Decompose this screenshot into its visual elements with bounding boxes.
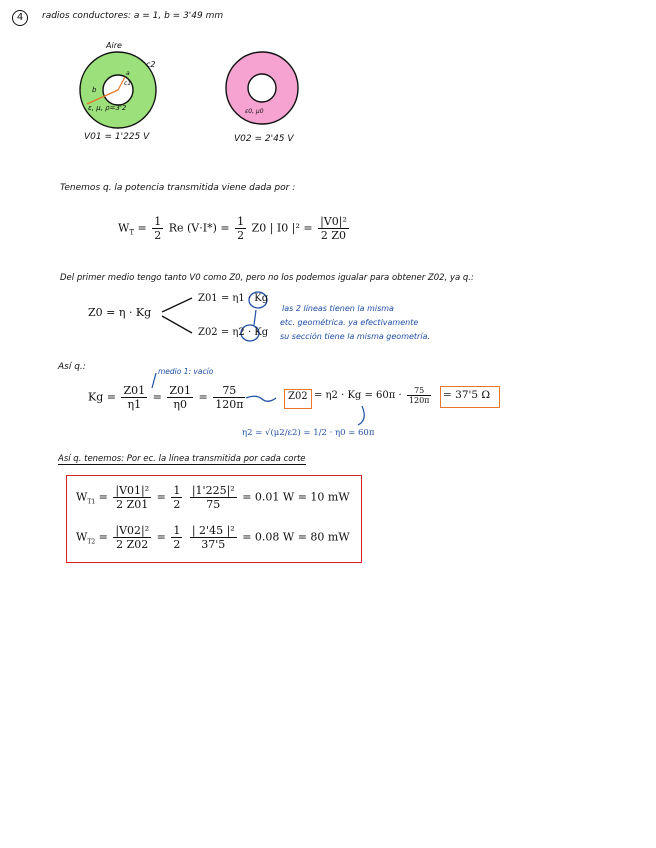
result-row-1: $W_{T1}$ = $\frac{\text{|V01|²}}{2 Z01}$ = $\frac{1}{2}$ $\frac{\text{|1'225|²}}{75}$ = 0.01 W = 10 mW xyxy=(76,484,350,511)
annotation-vacuum: medio 1: vacío xyxy=(158,367,214,376)
text-so: Así q.: xyxy=(58,362,86,372)
result-z02-text: = 37'5 Ω xyxy=(443,389,491,401)
label-c2: c2 xyxy=(146,60,156,69)
voltage-1: V01 = 1'225 V xyxy=(84,132,150,142)
equation-kg: Kg = $\frac{Z01}{\eta 1}$ = $\frac{Z01}{\eta 0}$ = $\frac{75}{120\pi}$ xyxy=(88,384,244,411)
label-dielectric: ε, μ, ρ=3'2 xyxy=(88,104,127,112)
note-line-2: etc. geométrica. ya efectivamente xyxy=(280,318,419,327)
label-c1: c1 xyxy=(124,80,132,87)
equation-power: $W_T$ = $\frac{1}{2}$ Re (V·I*) = $\frac{1}{2}$ Z0 | I0 |² = $\frac{\text{|V0|²}}{2 Z0}$ xyxy=(118,215,347,242)
label-vacuum: ε0, μ0 xyxy=(245,108,264,115)
equation-z02-rhs: = η2 · Kg = 60π · $\frac{75}{120\pi}$ xyxy=(314,386,430,405)
text-first-medium: Del primer medio tengo tanto V0 como Z0, pero no los podemos igualar para obtener Z02, ya q.: xyxy=(60,273,474,283)
eta2-subequation: η2 = √(μ2/ε2) = 1/2 · η0 = 60π xyxy=(242,428,375,438)
result-row-2: $W_{T2}$ = $\frac{\text{|V02|²}}{2 Z02}$ = $\frac{1}{2}$ $\frac{\text{| 2'45 |²}}{37'5}$ = 0.08 W = 80 mW xyxy=(76,524,350,551)
text-power: Tenemos q. la potencia transmitida viene dada por : xyxy=(60,183,296,193)
label-b: b xyxy=(92,86,97,94)
branch-z02: Z02 = η2 · Kg xyxy=(198,327,269,338)
label-air: Aire xyxy=(106,41,122,50)
voltage-2: V02 = 2'45 V xyxy=(234,134,294,144)
note-line-3: su sección tiene la misma geometría. xyxy=(280,332,431,341)
impedance-geom-eq: Z0 = η · Kg xyxy=(88,306,152,319)
label-a: a xyxy=(126,70,130,77)
header-text: radios conductores: a = 1, b = 3'49 mm xyxy=(42,11,224,21)
note-line-1: las 2 líneas tienen la misma xyxy=(282,304,394,313)
problem-number-text: 4 xyxy=(16,12,24,23)
branch-z01: Z01 = η1 · Kg xyxy=(198,293,269,304)
text-so-we-have: Así q. tenemos: Por ec. la línea transmitida por cada corte xyxy=(58,454,306,464)
boxed-z02-text: Z02 xyxy=(288,391,308,402)
